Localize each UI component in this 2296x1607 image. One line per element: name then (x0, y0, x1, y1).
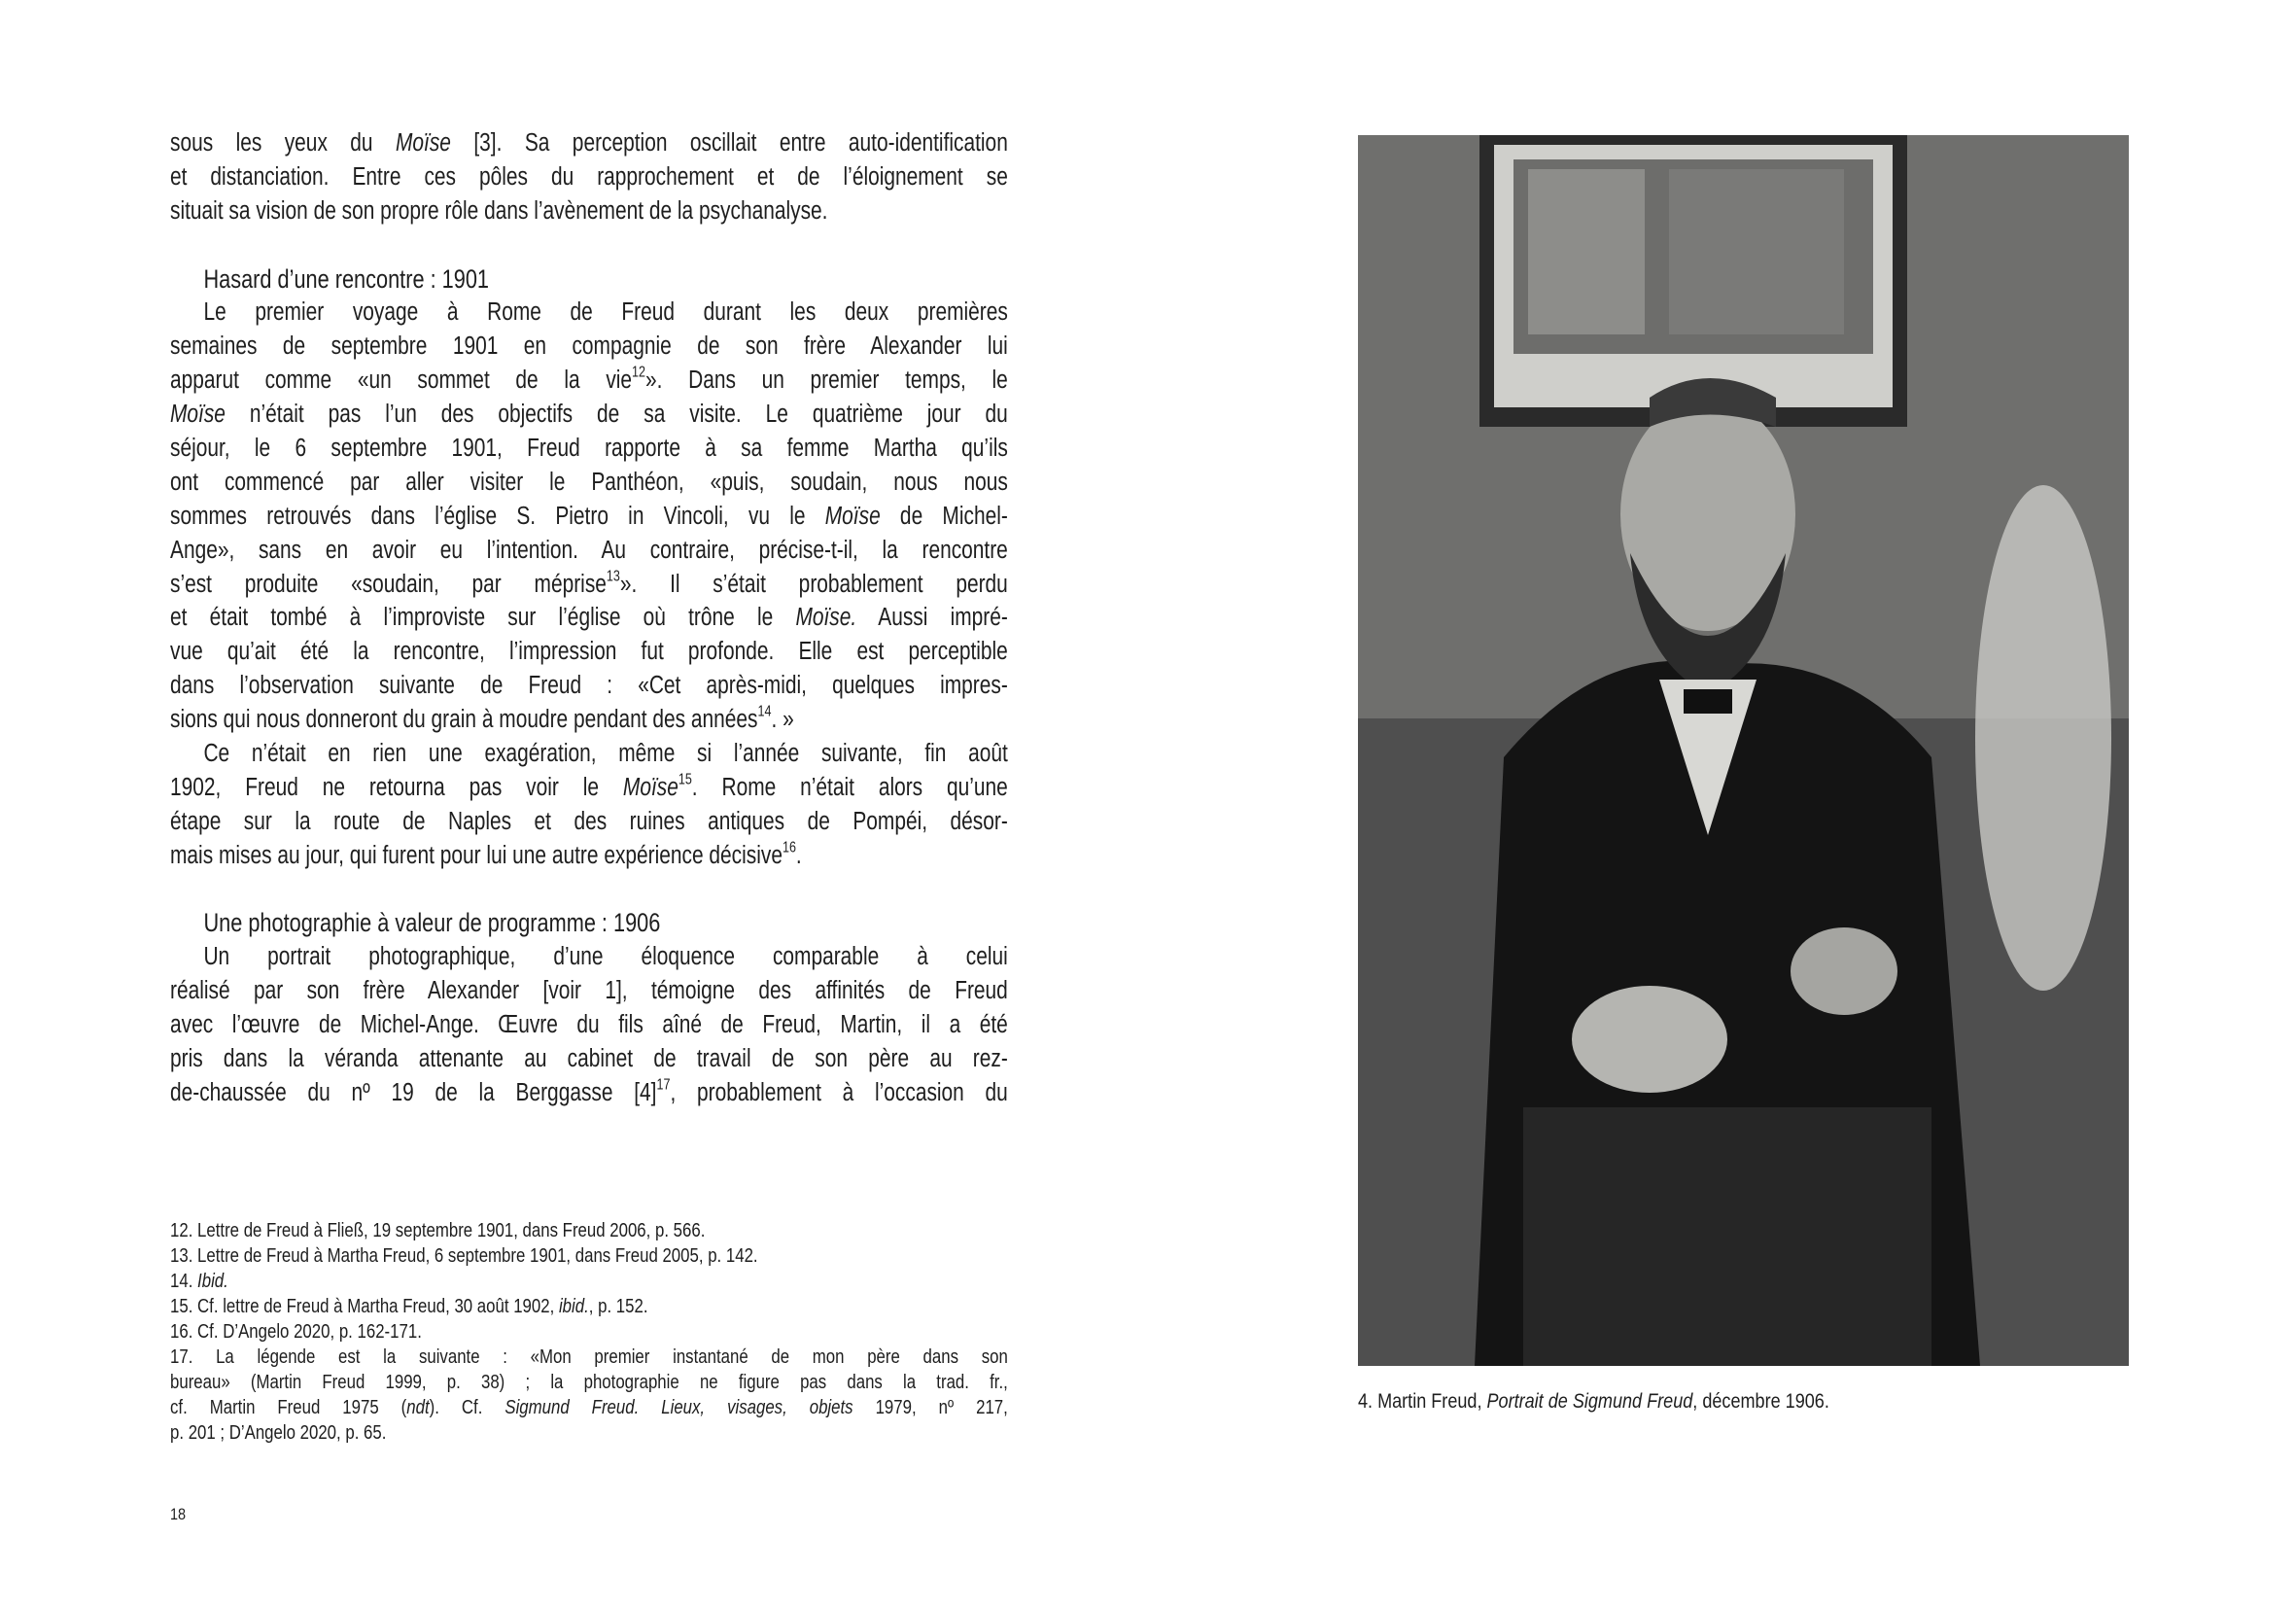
text-line (170, 940, 1008, 974)
text-line (170, 1076, 1008, 1110)
photo-illustration (1358, 135, 2129, 1366)
text-line (170, 466, 1008, 500)
footnote-line (170, 1243, 1008, 1269)
text-line (170, 398, 1008, 432)
text-line (170, 601, 1008, 635)
italic-text: Moïse (395, 129, 451, 157)
footnote-ref: 12 (632, 364, 646, 381)
footnote-ref: 17 (656, 1076, 671, 1094)
text-line (170, 194, 1008, 228)
text-line (170, 839, 1008, 873)
text-run: 1902, Freud ne retourna pas voir le (170, 773, 623, 801)
text-run: ont commencé par aller visiter le Panthéon, «puis, soudain, nous nous (170, 468, 1008, 496)
page-number: 18 (170, 1505, 187, 1523)
text-line (170, 500, 1008, 534)
text-run: de-chaussée du nº 19 de la Berggasse [4] (170, 1078, 657, 1106)
text-run: . » (771, 706, 794, 734)
portrait-photograph (1358, 135, 2129, 1366)
text-run: Ange», sans en avoir eu l’intention. Au contraire, précise-t-il, la rencontre (170, 536, 1008, 564)
text-run: réalisé par son frère Alexander [voir 1], témoigne des affinités de Freud (170, 977, 1008, 1005)
text-run: de Michel- (880, 502, 1008, 530)
text-line (170, 330, 1008, 364)
section-heading (170, 262, 1008, 297)
text-run: s’est produite «soudain, par méprise (170, 570, 607, 598)
figure-caption (1358, 1390, 1829, 1414)
italic-text: ndt (406, 1396, 430, 1418)
text-run: Un portrait photographique, d’une éloquence comparable à celui (203, 943, 1008, 971)
footnote-line (170, 1269, 1008, 1294)
text-run: sous les yeux du (170, 129, 396, 157)
text-run: semaines de septembre 1901 en compagnie de son frère Alexander lui (170, 332, 1008, 361)
footnotes (170, 1218, 1008, 1446)
footnote-ref: 13 (606, 568, 620, 585)
text-line (170, 534, 1008, 568)
text-line (170, 669, 1008, 703)
footnote-line (170, 1218, 1008, 1243)
text-run: mais mises au jour, qui furent pour lui une autre expérience décisive (170, 841, 783, 869)
text-run: vue qu’ait été la rencontre, l’impression fut profonde. Elle est perceptible (170, 638, 1008, 666)
footnote-ref: 16 (782, 839, 796, 856)
footnote-line (170, 1370, 1008, 1395)
text-run: , probablement à l’occasion du (670, 1078, 1008, 1106)
text-run: sommes retrouvés dans l’église S. Pietro in Vincoli, vu le (170, 502, 825, 530)
footnote-ref: 15 (678, 771, 692, 788)
text-line (170, 635, 1008, 669)
text-run: cf. Martin Freud 1975 ( (170, 1396, 407, 1418)
text-run: , p. 152. (588, 1295, 648, 1317)
blank-line (170, 873, 1008, 907)
text-run: Une photographie à valeur de programme : 1906 (203, 908, 661, 938)
footnote-line (170, 1345, 1008, 1370)
text-run: apparut comme «un sommet de la vie (170, 367, 633, 395)
text-run: et distanciation. Entre ces pôles du rapprochement et de l’éloignement se (170, 162, 1008, 191)
footnote-line (170, 1420, 1008, 1446)
text-line (170, 805, 1008, 839)
text-line (170, 974, 1008, 1008)
text-run: . (795, 841, 802, 869)
text-line (170, 432, 1008, 466)
text-line (170, 296, 1008, 330)
text-run: 1979, nº 217, (852, 1396, 1008, 1418)
text-run: ». Dans un premier temps, le (645, 367, 1008, 395)
italic-text: Ibid. (197, 1270, 228, 1292)
text-line (170, 737, 1008, 771)
text-run: bureau» (Martin Freud 1999, p. 38) ; la photographie ne figure pas dans la trad. fr., (170, 1371, 1008, 1393)
footnote-ref: 14 (757, 703, 772, 720)
text-run: ». Il s’était probablement perdu (619, 570, 1008, 598)
text-run: 17. La légende est la suivante : «Mon premier instantané de mon père dans son (170, 1345, 1008, 1368)
italic-text: Moïse (170, 401, 226, 429)
text-run: 16. Cf. D’Angelo 2020, p. 162-171. (170, 1320, 422, 1343)
text-run: dans l’observation suivante de Freud : «Cet après-midi, quelques impres- (170, 672, 1008, 700)
italic-text: ibid. (558, 1295, 589, 1317)
section-heading (170, 906, 1008, 940)
footnote-line (170, 1395, 1008, 1420)
text-run: ). Cf. (429, 1396, 505, 1418)
text-run: p. 201 ; D’Angelo 2020, p. 65. (170, 1421, 387, 1444)
italic-text: Moïse (824, 502, 881, 530)
caption-suffix: , décembre 1906. (1692, 1390, 1829, 1413)
text-run: sions qui nous donneront du grain à moudre pendant des années (170, 706, 758, 734)
text-run: situait sa vision de son propre rôle dans l’avènement de la psychanalyse. (170, 196, 828, 225)
text-run: Ce n’était en rien une exagération, même si l’année suivante, fin août (203, 740, 1008, 768)
italic-text: Sigmund Freud. Lieux, visages, objets (504, 1396, 853, 1418)
text-run: Le premier voyage à Rome de Freud durant les deux premières (203, 298, 1008, 327)
caption-prefix: 4. Martin Freud, (1358, 1390, 1487, 1413)
text-line (170, 1008, 1008, 1042)
text-run: n’était pas l’un des objectifs de sa visite. Le quatrième jour du (225, 401, 1008, 429)
text-line (170, 703, 1008, 737)
text-run: Aussi impré- (856, 604, 1008, 632)
text-run: 12. Lettre de Freud à Fließ, 19 septembre 1901, dans Freud 2006, p. 566. (170, 1219, 706, 1241)
text-run: pris dans la véranda attenante au cabinet de travail de son père au rez- (170, 1045, 1008, 1073)
text-run: Hasard d’une rencontre : 1901 (203, 263, 489, 294)
text-line (170, 771, 1008, 805)
italic-text: Moïse (622, 773, 678, 801)
blank-line (170, 228, 1008, 262)
footnote-line (170, 1294, 1008, 1319)
text-run: 15. Cf. lettre de Freud à Martha Freud, 30 août 1902, (170, 1295, 559, 1317)
text-line (170, 126, 1008, 160)
text-run: [3]. Sa perception oscillait entre auto-identification (450, 129, 1008, 157)
text-run: avec l’œuvre de Michel-Ange. Œuvre du fils aîné de Freud, Martin, il a été (170, 1011, 1008, 1039)
body-text (170, 126, 1008, 1110)
italic-text: Moïse. (795, 604, 857, 632)
text-line (170, 568, 1008, 602)
footnote-line (170, 1319, 1008, 1345)
text-run: 14. (170, 1270, 198, 1292)
text-line (170, 364, 1008, 398)
text-line (170, 160, 1008, 194)
text-run: 13. Lettre de Freud à Martha Freud, 6 septembre 1901, dans Freud 2005, p. 142. (170, 1244, 758, 1267)
text-run: étape sur la route de Naples et des ruines antiques de Pompéi, désor- (170, 807, 1008, 835)
text-run: et était tombé à l’improviste sur l’église où trône le (170, 604, 796, 632)
text-run: séjour, le 6 septembre 1901, Freud rapporte à sa femme Martha qu’ils (170, 435, 1008, 463)
text-line (170, 1042, 1008, 1076)
caption-title: Portrait de Sigmund Freud (1486, 1390, 1693, 1413)
text-run: . Rome n’était alors qu’une (691, 773, 1008, 801)
